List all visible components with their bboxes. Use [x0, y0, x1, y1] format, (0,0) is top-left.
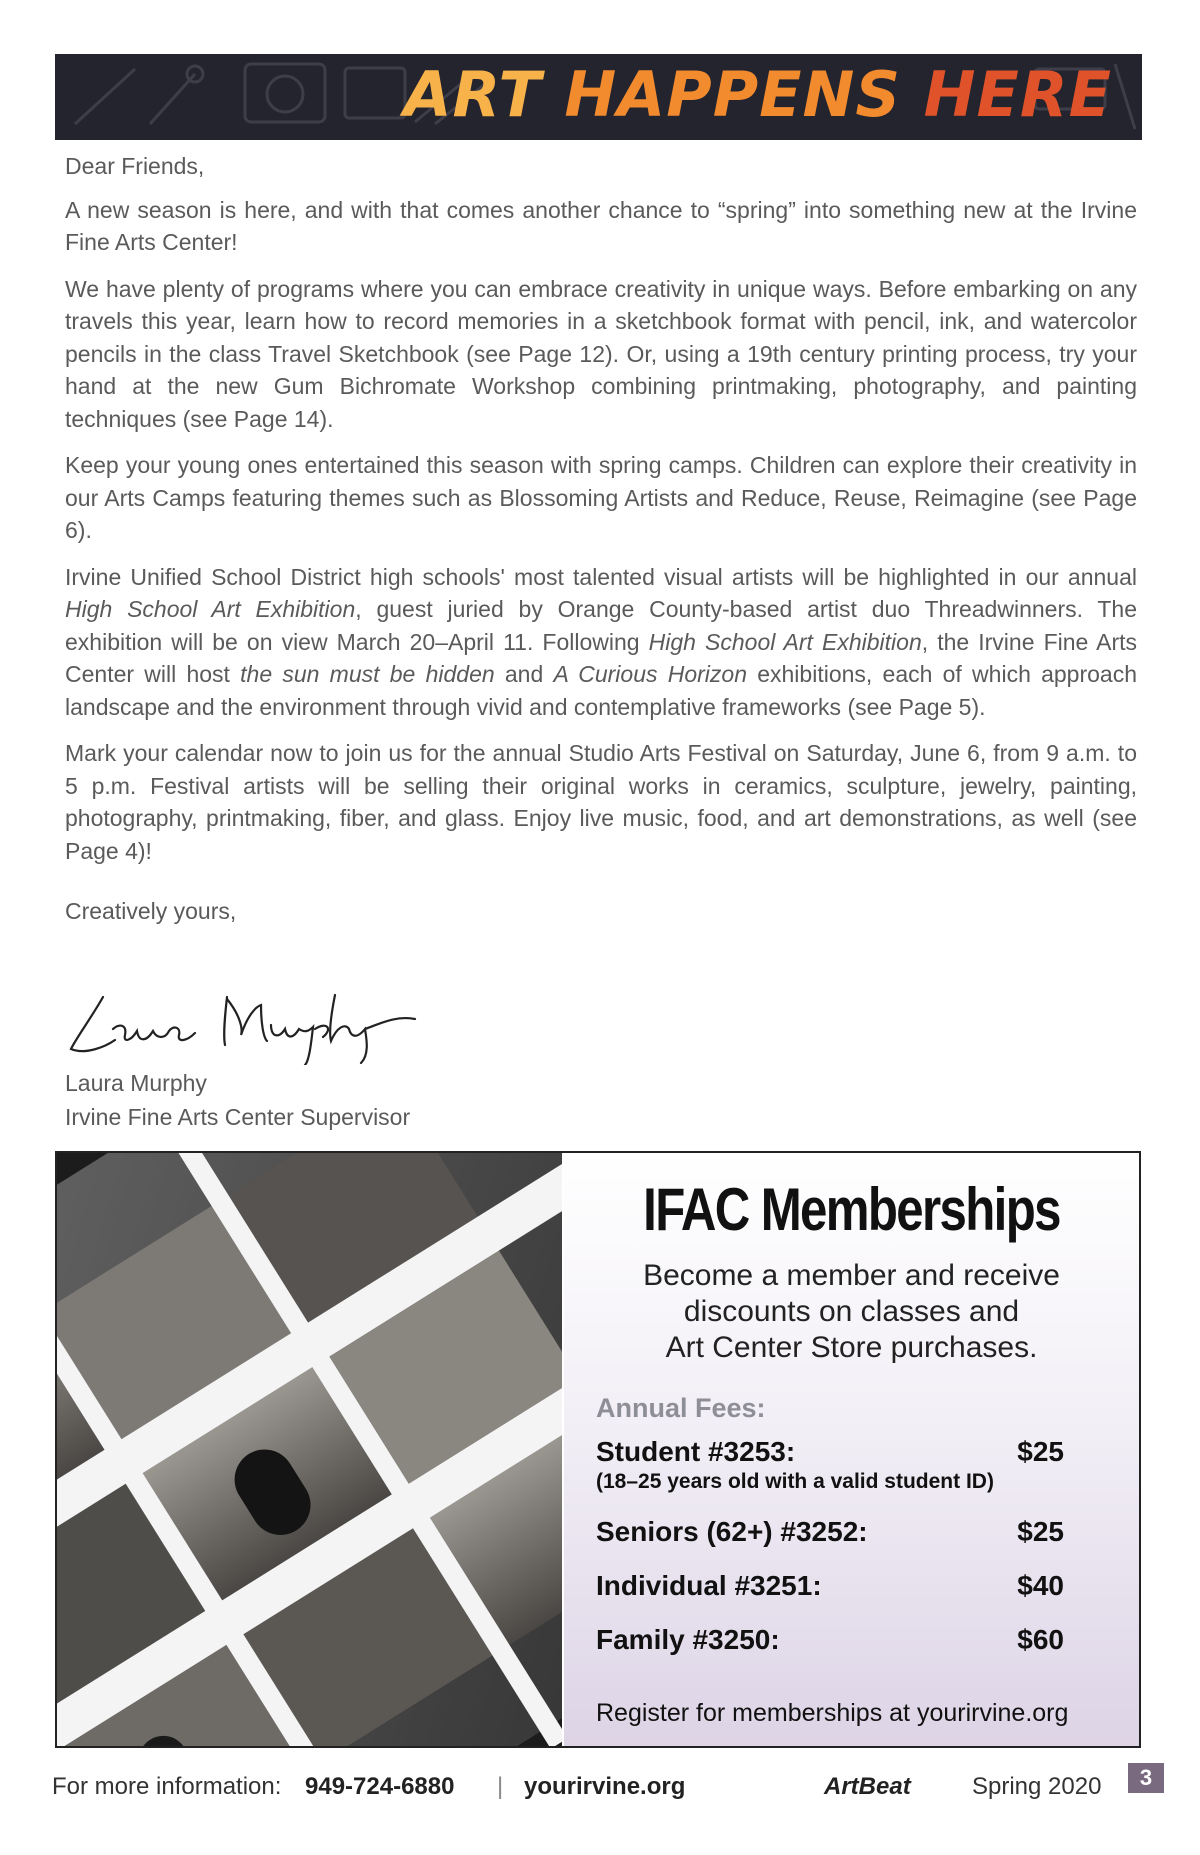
footer-phone: 949-724-6880	[305, 1773, 455, 1800]
p4-italic-2: High School Art Exhibition	[648, 628, 922, 655]
membership-promo-box	[55, 1151, 1141, 1748]
fee-price: $60	[1017, 1624, 1064, 1655]
fee-row-family	[596, 1624, 1064, 1656]
membership-subtitle-line-2: discounts on classes and	[683, 1295, 1020, 1328]
fee-row-individual	[596, 1570, 1064, 1602]
membership-details	[564, 1153, 1139, 1746]
paragraph-1: A new season is here, and with that comes another chance to “spring” into something new at the Irvine Fine Arts Center!	[65, 196, 1137, 255]
salutation: Dear Friends,	[65, 153, 205, 179]
fee-label: Student #3253:	[596, 1436, 796, 1467]
paragraph-5: Mark your calendar now to join us for the annual Studio Arts Festival on Saturday, June 6, from 9 a.m. to 5 p.m. Festival artists will be selling their original works in ceramics, sculpture, jewelry, painting, photography, printmaking, fiber, and glass. Enjoy live music, food, and art demonstrations, as well (see Page 4)!	[65, 740, 1137, 864]
fee-note-student: (18–25 years old with a valid student ID)	[596, 1470, 994, 1493]
footer-season: Spring 2020	[972, 1773, 1102, 1800]
paragraph-4	[65, 561, 1137, 724]
page-number: 3	[1128, 1763, 1164, 1793]
fee-price: $25	[1017, 1516, 1064, 1547]
p4-text-b: , guest juried by Orange County-based artist duo Threadwinners. The exhibition will be on view March 20–April 11. Following	[65, 596, 1138, 655]
signer-block	[65, 1066, 410, 1134]
footer-info-label: For more information:	[52, 1773, 282, 1800]
closing: Creatively yours,	[65, 898, 237, 924]
signer-name: Laura Murphy	[65, 1070, 207, 1096]
membership-subtitle-line-3: Art Center Store purchases.	[665, 1331, 1038, 1364]
fee-row-student	[596, 1436, 1064, 1468]
membership-title: IFAC Memberships	[643, 1176, 1060, 1243]
fee-price: $25	[1017, 1436, 1064, 1467]
fee-price: $40	[1017, 1570, 1064, 1601]
fee-label: Family #3250:	[596, 1624, 780, 1655]
p4-italic-4: A Curious Horizon	[553, 661, 747, 687]
register-note: Register for memberships at yourirvine.org	[596, 1699, 1069, 1727]
film-negatives-photo	[57, 1153, 562, 1746]
fees-heading: Annual Fees:	[596, 1393, 766, 1423]
fee-label: Seniors (62+) #3252:	[596, 1516, 868, 1547]
signature-icon	[65, 985, 455, 1065]
footer-publication: ArtBeat	[824, 1773, 911, 1800]
banner-title	[404, 58, 1112, 131]
membership-subtitle	[564, 1258, 1139, 1366]
fee-row-seniors	[596, 1516, 1064, 1548]
p4-text-a: Irvine Unified School District high schools' most talented visual artists will be highlighted in our annual	[65, 563, 1137, 590]
page-footer	[52, 1767, 1167, 1807]
p4-italic-3: the sun must be hidden	[240, 661, 495, 687]
banner-word-happens: HAPPENS	[564, 58, 902, 131]
footer-website: yourirvine.org	[524, 1773, 686, 1800]
banner-word-here: HERE	[923, 58, 1112, 131]
letter-body	[65, 150, 1137, 942]
p4-text-e: exhibitions, each of which approach landscape and the environment through vivid and contemplative frameworks (see Page 5).	[65, 661, 1137, 720]
banner-word-art: ART	[403, 58, 542, 131]
fee-label: Individual #3251:	[596, 1570, 822, 1601]
p4-text-d: and	[494, 661, 554, 687]
p4-text-c: , the Irvine Fine Arts Center will host	[65, 628, 1138, 687]
paragraph-3: Keep your young ones entertained this season with spring camps. Children can explore their creativity in our Arts Camps featuring themes such as Blossoming Artists and Reduce, Reuse, Reimagine (see Page 6).	[65, 452, 1137, 543]
film-strip-image-icon	[57, 1153, 562, 1746]
p4-italic-1: High School Art Exhibition	[65, 596, 356, 622]
handwritten-signature	[65, 985, 455, 1070]
footer-separator: |	[497, 1773, 504, 1800]
membership-subtitle-line-1: Become a member and receive	[643, 1259, 1060, 1292]
annual-fees	[596, 1393, 1064, 1656]
paragraph-2: We have plenty of programs where you can embrace creativity in unique ways. Before embarking on any travels this year, learn how to record memories in a sketchbook format with pencil, ink, and watercolor pencils in the class Travel Sketchbook (see Page 12). Or, using a 19th century printing process, try your hand at the new Gum Bichromate Workshop combining printmaking, photography, and painting techniques (see Page 14).	[65, 275, 1137, 432]
header-banner	[55, 54, 1142, 140]
signer-role: Irvine Fine Arts Center Supervisor	[65, 1104, 411, 1130]
